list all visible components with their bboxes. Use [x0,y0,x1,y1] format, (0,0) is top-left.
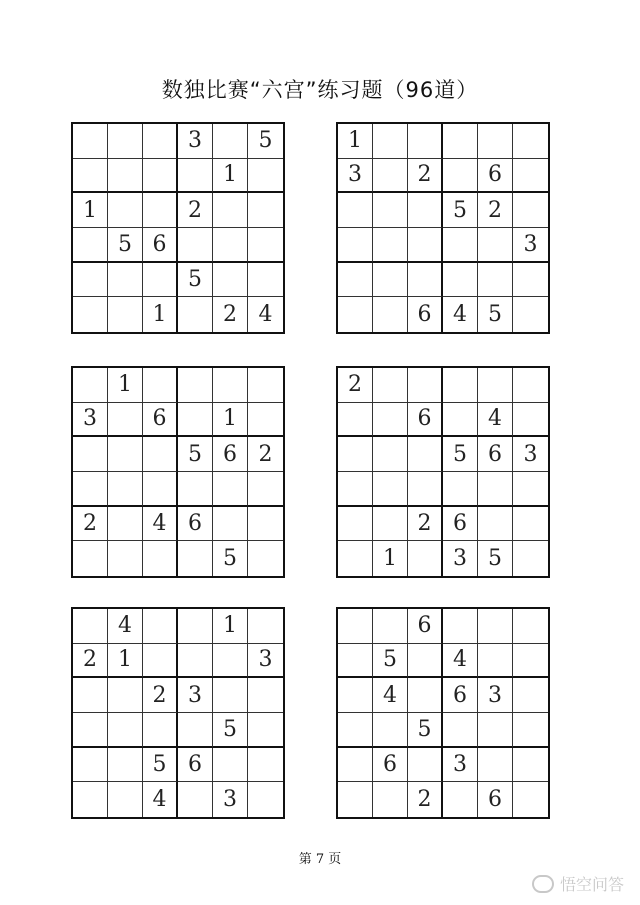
sudoku-cell: 4 [258,302,273,328]
sudoku-cell: 6 [408,609,443,644]
sudoku-cell [73,228,108,263]
sudoku-cell [408,263,443,298]
sudoku-cell [373,713,408,748]
sudoku-cell: 6 [408,403,443,438]
sudoku-cell [143,368,178,403]
sudoku-cell [213,193,248,228]
sudoku-cell [513,678,548,713]
sudoku-cell [213,748,248,783]
sudoku-cell: 5 [478,541,513,576]
sudoku-cell: 3 [73,403,108,438]
sudoku-cell [108,472,143,507]
sudoku-cell [248,368,283,403]
sudoku-cell [108,541,143,576]
sudoku-cell [408,124,443,159]
sudoku-cell [73,678,108,713]
sudoku-cell [338,403,373,438]
sudoku-cell [213,678,248,713]
sudoku-cell [513,263,548,298]
sudoku-cell [108,678,143,713]
watermark [532,872,624,895]
sudoku-cell: 6 [143,228,178,263]
sudoku-cell [108,713,143,748]
sudoku-cell [108,782,143,817]
sudoku-cell [408,748,443,783]
sudoku-cell [478,609,513,644]
sudoku-cell: 6 [443,678,478,713]
sudoku-cell [338,678,373,713]
sudoku-cell: 1 [73,193,108,228]
sudoku-cell [73,472,108,507]
sudoku-cell [108,297,143,332]
sudoku-cell [73,297,108,332]
sudoku-cell [373,368,408,403]
sudoku-cell [143,541,178,576]
sudoku-cell [373,159,408,194]
sudoku-cell [73,609,108,644]
sudoku-cell [73,437,108,472]
sudoku-cell [513,124,548,159]
sudoku-cell: 2 [408,782,443,817]
sudoku-cell [248,609,283,644]
sudoku-cell [408,472,443,507]
sudoku-cell [178,472,213,507]
sudoku-cell [478,472,513,507]
sudoku-cell [513,713,548,748]
sudoku-cell [178,368,213,403]
sudoku-cell [408,228,443,263]
sudoku-cell [73,368,108,403]
sudoku-cell: 2 [338,368,373,403]
sudoku-cell [143,193,178,228]
sudoku-cell [443,228,478,263]
sudoku-cell: 1 [108,644,143,679]
sudoku-cell [248,713,283,748]
sudoku-cell [408,644,443,679]
sudoku-cell [478,124,513,159]
sudoku-cell [443,609,478,644]
sudoku-cell: 6 [478,159,513,194]
sudoku-cell [108,437,143,472]
sudoku-cell [373,437,408,472]
sudoku-cell [478,368,513,403]
sudoku-cell [108,159,143,194]
sudoku-cell: 3 [513,437,548,472]
sudoku-cell [143,644,178,679]
sudoku-cell: 4 [143,507,178,542]
sudoku-cell [213,472,248,507]
sudoku-cell: 2 [408,159,443,194]
sudoku-cell [478,644,513,679]
sudoku-cell [408,541,443,576]
sudoku-grid-1 [71,122,285,334]
sudoku-cell: 5 [373,644,408,679]
sudoku-cell [248,678,283,713]
sudoku-cell [248,507,283,542]
sudoku-cell [443,713,478,748]
sudoku-cell [178,403,213,438]
sudoku-cell [213,368,248,403]
sudoku-cell [248,748,283,783]
sudoku-cell [178,713,213,748]
sudoku-cell: 2 [143,678,178,713]
sudoku-cell: 3 [178,678,213,713]
sudoku-cell [513,297,548,332]
sudoku-cell [373,782,408,817]
sudoku-grid-4 [336,366,550,578]
sudoku-cell [373,193,408,228]
sudoku-cell: 1 [213,159,248,194]
sudoku-cell [443,263,478,298]
watermark-text: 悟空问答 [559,875,624,894]
sudoku-cell [408,193,443,228]
sudoku-cell: 5 [143,748,178,783]
sudoku-cell [513,609,548,644]
sudoku-cell [248,159,283,194]
sudoku-cell: 2 [73,644,108,679]
sudoku-cell [178,609,213,644]
sudoku-cell [338,713,373,748]
sudoku-cell: 4 [373,678,408,713]
sudoku-cell [408,368,443,403]
sudoku-cell [443,159,478,194]
sudoku-cell [248,541,283,576]
sudoku-cell: 5 [408,713,443,748]
sudoku-cell [373,507,408,542]
sudoku-cell [178,541,213,576]
sudoku-cell [338,193,373,228]
sudoku-cell: 6 [213,437,248,472]
sudoku-cell [73,159,108,194]
sudoku-cell: 2 [213,297,248,332]
sudoku-cell [513,644,548,679]
sudoku-cell [513,748,548,783]
sudoku-cell [143,609,178,644]
sudoku-cell: 3 [248,644,283,679]
sudoku-cell: 1 [143,297,178,332]
sudoku-cell: 2 [408,507,443,542]
sudoku-cell [248,403,283,438]
sudoku-cell: 5 [443,193,478,228]
sudoku-cell [373,403,408,438]
sudoku-cell [373,228,408,263]
sudoku-cell [338,609,373,644]
sudoku-cell [143,472,178,507]
sudoku-grid-2 [336,122,550,334]
sudoku-cell [248,228,283,263]
sudoku-cell [478,228,513,263]
sudoku-cell [338,263,373,298]
sudoku-cell [338,644,373,679]
sudoku-cell [513,472,548,507]
sudoku-cell: 3 [213,782,248,817]
sudoku-cell: 6 [143,403,178,438]
sudoku-cell: 1 [338,124,373,159]
sudoku-cell: 1 [213,403,248,438]
sudoku-cell [338,541,373,576]
sudoku-cell: 5 [478,297,513,332]
sudoku-cell [443,403,478,438]
sudoku-cell [513,403,548,438]
sudoku-cell [178,159,213,194]
sudoku-cell [443,368,478,403]
sudoku-cell: 6 [478,782,513,817]
sudoku-cell [513,159,548,194]
sudoku-cell [443,782,478,817]
sudoku-cell [513,368,548,403]
sudoku-cell [513,782,548,817]
sudoku-cell: 1 [373,541,408,576]
sudoku-cell: 6 [373,748,408,783]
sudoku-cell: 3 [513,228,548,263]
sudoku-cell [213,228,248,263]
sudoku-cell [408,678,443,713]
sudoku-cell [108,124,143,159]
sudoku-cell [478,748,513,783]
sudoku-cell [143,437,178,472]
sudoku-cell: 3 [443,541,478,576]
sudoku-cell: 5 [213,713,248,748]
sudoku-cell [213,124,248,159]
sudoku-cell [178,228,213,263]
sudoku-cell: 2 [248,437,283,472]
sudoku-cell [108,263,143,298]
sudoku-grid-5 [71,607,285,819]
sudoku-cell [248,472,283,507]
sudoku-cell: 4 [108,609,143,644]
sudoku-cell [73,782,108,817]
sudoku-cell [443,124,478,159]
sudoku-cell [73,124,108,159]
sudoku-cell [373,263,408,298]
sudoku-cell [73,748,108,783]
sudoku-cell [213,644,248,679]
speech-bubble-icon [532,875,554,893]
sudoku-cell [338,228,373,263]
sudoku-cell [373,124,408,159]
sudoku-cell: 5 [178,437,213,472]
sudoku-cell [478,507,513,542]
sudoku-cell [513,507,548,542]
sudoku-cell [213,263,248,298]
sudoku-cell: 5 [178,263,213,298]
sudoku-cell [213,507,248,542]
sudoku-cell: 6 [443,507,478,542]
sudoku-cell [338,472,373,507]
sudoku-cell [108,507,143,542]
sudoku-cell [248,193,283,228]
page-title: 数独比赛“六宫”练习题（96道） [161,78,479,102]
sudoku-cell [248,782,283,817]
sudoku-cell: 1 [108,368,143,403]
sudoku-cell [478,713,513,748]
sudoku-cell: 4 [478,403,513,438]
sudoku-cell [108,748,143,783]
sudoku-cell: 6 [178,507,213,542]
sudoku-cell [108,193,143,228]
sudoku-cell [443,472,478,507]
sudoku-cell: 4 [143,782,178,817]
sudoku-cell [143,263,178,298]
sudoku-cell: 5 [248,124,283,159]
sudoku-cell: 5 [108,228,143,263]
sudoku-grid-6 [336,607,550,819]
sudoku-cell [108,403,143,438]
sudoku-cell [143,159,178,194]
sudoku-cell: 3 [443,748,478,783]
sudoku-cell: 5 [213,541,248,576]
sudoku-cell [513,193,548,228]
sudoku-cell [338,782,373,817]
sudoku-cell [513,541,548,576]
sudoku-cell: 4 [443,644,478,679]
sudoku-cell: 5 [443,437,478,472]
sudoku-cell: 2 [73,507,108,542]
sudoku-cell [338,507,373,542]
sudoku-cell [478,263,513,298]
page-number: 第 7 页 [298,852,342,867]
sudoku-cell [143,713,178,748]
sudoku-cell [73,713,108,748]
sudoku-cell: 1 [213,609,248,644]
sudoku-cell [143,124,178,159]
sudoku-cell [248,263,283,298]
sudoku-cell [73,541,108,576]
sudoku-cell [338,437,373,472]
sudoku-cell [408,437,443,472]
sudoku-cell: 3 [478,678,513,713]
sudoku-cell: 2 [178,193,213,228]
sudoku-cell: 3 [178,124,213,159]
sudoku-cell [178,782,213,817]
sudoku-cell [373,472,408,507]
sudoku-cell: 6 [178,748,213,783]
sudoku-cell: 6 [478,437,513,472]
sudoku-cell [73,263,108,298]
sudoku-cell: 3 [338,159,373,194]
sudoku-cell [373,297,408,332]
sudoku-cell [178,297,213,332]
sudoku-cell: 6 [408,297,443,332]
sudoku-cell [178,644,213,679]
sudoku-cell [373,609,408,644]
sudoku-cell [338,748,373,783]
sudoku-grid-3 [71,366,285,578]
sudoku-cell [338,297,373,332]
sudoku-cell: 4 [443,297,478,332]
sudoku-cell: 2 [478,193,513,228]
